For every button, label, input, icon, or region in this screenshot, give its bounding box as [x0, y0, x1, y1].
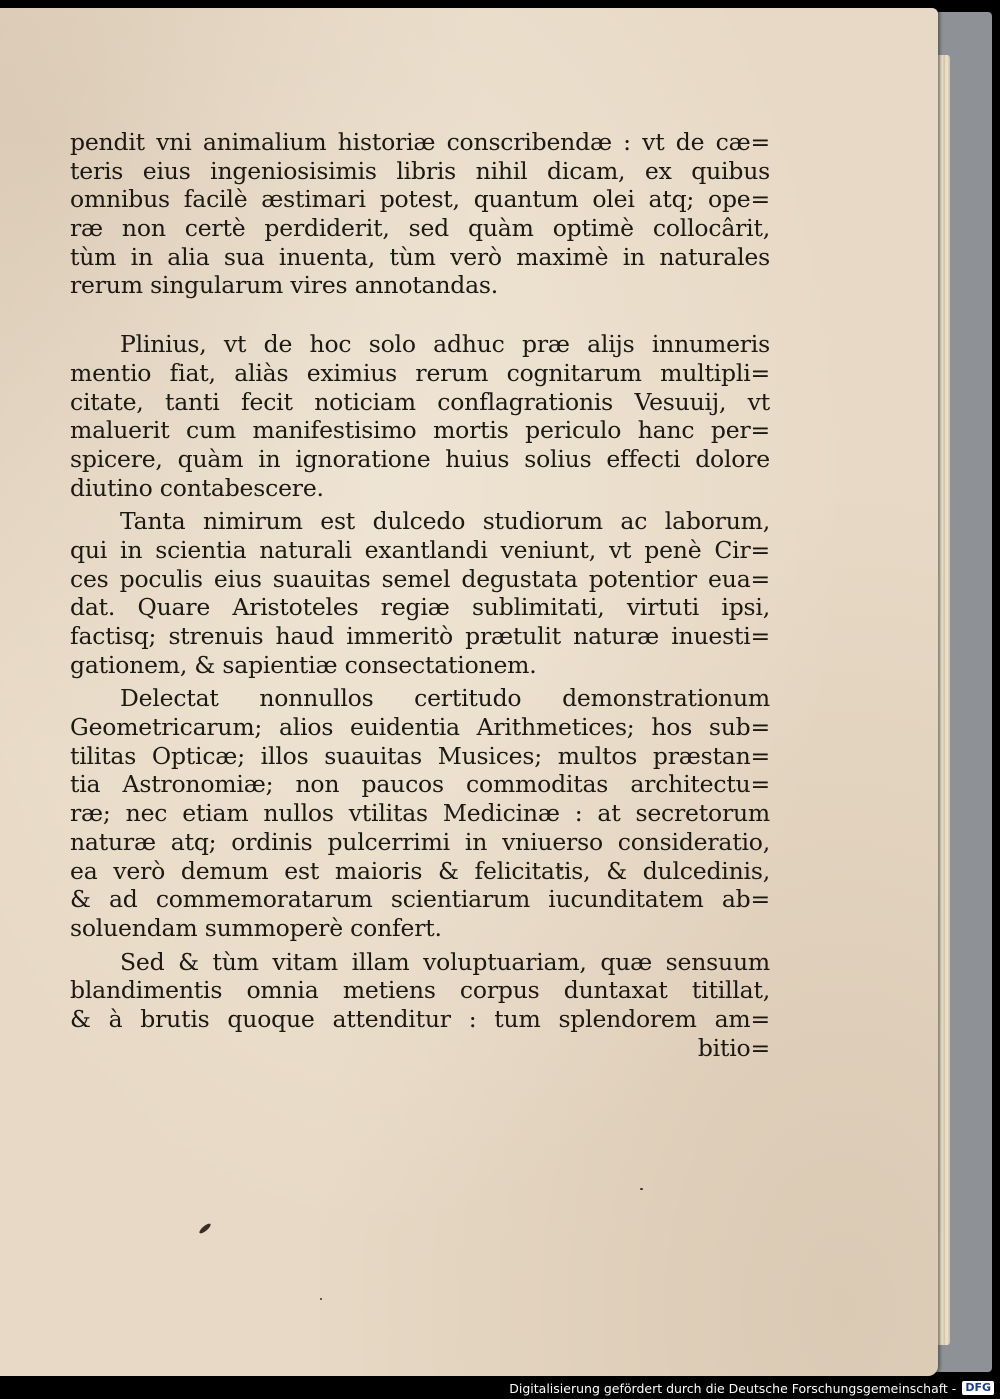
text-line: omnibus facilè æstimari potest, quantum olei atq; ope=: [70, 185, 770, 214]
text-line: Sed & tùm vitam illam voluptuariam, quæ sensuum: [120, 947, 770, 976]
text-line: soluendam summoperè confert.: [70, 913, 442, 942]
body-text: [70, 128, 770, 1062]
text-line: ea verò demum est maioris & felicitatis, & dulcedinis,: [70, 856, 770, 885]
catchword: bitio=: [697, 1033, 770, 1062]
dfg-logo: DFG: [962, 1381, 994, 1395]
text-line: gationem, & sapientiæ consectationem.: [70, 650, 537, 679]
text-line: ræ non certè perdiderit, sed quàm optimè collocârit,: [70, 214, 770, 243]
paper-speck: [198, 1222, 212, 1235]
paragraph-spacer: [70, 300, 770, 330]
text-line: pendit vni animalium historiæ conscribendæ : vt de cæ=: [70, 128, 770, 156]
text-line: blandimentis omnia metiens corpus duntaxat titillat,: [70, 976, 770, 1005]
text-line: diutino contabescere.: [70, 473, 324, 502]
text-line: tia Astronomiæ; non paucos commoditas architectu=: [70, 770, 770, 799]
text-line: naturæ atq; ordinis pulcerrimi in vniuerso consideratio,: [70, 827, 770, 856]
text-line: citate, tanti fecit noticiam conflagrationis Vesuuij, vt: [70, 387, 770, 416]
paragraph: [70, 948, 770, 1063]
text-line: ces poculis eius suauitas semel degustata potentior eua=: [70, 564, 770, 593]
paper-speck: [320, 1298, 322, 1300]
text-line: Geometricarum; alios euidentia Arithmetices; hos sub=: [70, 713, 770, 742]
text-line: tùm in alia sua inuenta, tùm verò maximè in naturales: [70, 242, 770, 271]
text-line: teris eius ingeniosisimis libris nihil dicam, ex quibus: [70, 156, 770, 185]
digitization-footer: [501, 1377, 1000, 1399]
text-line: Tanta nimirum est dulcedo studiorum ac laborum,: [120, 507, 770, 536]
text-line: & ad commemoratarum scientiarum iucunditatem ab=: [70, 885, 770, 914]
text-line: dat. Quare Aristoteles regiæ sublimitati, virtuti ipsi,: [70, 593, 770, 622]
paragraph: [70, 128, 770, 300]
text-line: tilitas Opticæ; illos suauitas Musices; multos præstan=: [70, 741, 770, 770]
paragraph: [70, 330, 770, 502]
text-line: & à brutis quoque attenditur : tum splendorem am=: [70, 1004, 770, 1033]
text-line: rerum singularum vires annotandas.: [70, 271, 499, 300]
paper-speck: [640, 1188, 643, 1190]
paragraph: [70, 684, 770, 942]
text-line: maluerit cum manifestisimo mortis periculo hanc per=: [70, 416, 770, 445]
paragraph: [70, 507, 770, 679]
book-page: [0, 8, 938, 1376]
text-line: ræ; nec etiam nullos vtilitas Medicinæ : at secretorum: [70, 799, 770, 828]
text-line: spicere, quàm in ignoratione huius solius effecti dolore: [70, 444, 770, 473]
text-line: Plinius, vt de hoc solo adhuc præ alijs innumeris: [120, 330, 770, 359]
text-line: qui in scientia naturali exantlandi veniunt, vt penè Cir=: [70, 535, 770, 564]
text-line: Delectat nonnullos certitudo demonstrationum: [120, 684, 770, 713]
text-line: mentio fiat, aliàs eximius rerum cognitarum multipli=: [70, 358, 770, 387]
text-line: factisq; strenuis haud immeritò prætulit naturæ inuesti=: [70, 622, 770, 650]
funding-credit: Digitalisierung gefördert durch die Deutsche Forschungsgemeinschaft -: [509, 1380, 957, 1396]
